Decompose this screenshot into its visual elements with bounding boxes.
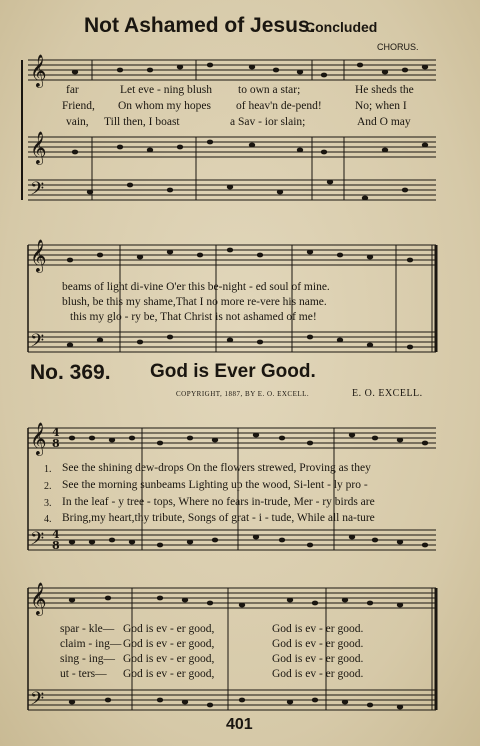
lyric: On whom my hopes	[118, 100, 211, 112]
svg-text:𝄞: 𝄞	[30, 239, 47, 272]
refrain-lead: spar - kle—	[60, 623, 115, 635]
lyric: Let eve - ning blush	[120, 84, 212, 96]
svg-text:𝄞: 𝄞	[30, 54, 47, 87]
verse-number: 4.	[44, 514, 52, 525]
prev-hymn-status: Concluded	[305, 19, 378, 35]
refrain-end: God is ev - er good.	[272, 668, 364, 680]
composer: E. O. EXCELL.	[352, 388, 423, 399]
staff-2-treble	[28, 137, 436, 157]
lyric: Till then, I boast	[104, 116, 180, 128]
lyric: of heav'n de-pend!	[236, 100, 322, 112]
hymn-title: God is Ever Good.	[150, 361, 316, 382]
refrain-lead: claim - ing—	[60, 638, 122, 650]
lyric: beams of light di-vine O'er this be-night - ed soul of mine.	[62, 281, 330, 293]
svg-text:8: 8	[52, 437, 60, 450]
svg-text:4: 4	[52, 528, 60, 541]
svg-text:8: 8	[52, 539, 60, 552]
verse-number: 1.	[44, 464, 52, 475]
refrain-lead: sing - ing—	[60, 653, 115, 665]
page-number: 401	[226, 716, 253, 733]
copyright-notice: COPYRIGHT, 1887, BY E. O. EXCELL.	[176, 390, 310, 398]
verse-text: Bring,my heart,thy tribute, Songs of grat - i - tude, While all na-ture	[62, 512, 375, 524]
verse-text: See the shining dew-drops On the flowers strewed, Proving as they	[62, 462, 371, 474]
chorus-label: CHORUS.	[377, 42, 419, 52]
refrain-end: God is ev - er good.	[272, 623, 364, 635]
hymn-number: No. 369.	[30, 361, 111, 384]
lyric: a Sav - ior slain;	[230, 116, 306, 128]
refrain-lead: ut - ters—	[60, 668, 107, 680]
lyric: far	[66, 84, 79, 96]
verse-number: 3.	[44, 498, 52, 509]
svg-text:𝄢: 𝄢	[30, 689, 45, 714]
staff-5-treble	[28, 588, 436, 608]
prev-hymn-title: Not Ashamed of Jesus.	[84, 14, 316, 37]
lyric: No; when I	[355, 100, 407, 112]
refrain-mid: God is ev - er good,	[123, 623, 215, 635]
noteheads-staff-2	[72, 140, 428, 201]
svg-text:𝄢: 𝄢	[30, 529, 45, 554]
svg-text:4: 4	[52, 426, 60, 439]
staff-1-treble	[28, 60, 436, 80]
svg-text:𝄢: 𝄢	[30, 179, 45, 204]
refrain-end: God is ev - er good.	[272, 638, 364, 650]
lyric: And O may	[357, 116, 411, 128]
verse-text: In the leaf - y tree - tops, Where no fears in-trude, Mer - ry birds are	[62, 496, 375, 508]
svg-text:𝄢: 𝄢	[30, 331, 45, 356]
lyric: to own a star;	[238, 84, 301, 96]
lyric: Friend,	[62, 100, 95, 112]
refrain-mid: God is ev - er good,	[123, 638, 215, 650]
staff-5-bass	[28, 690, 436, 710]
refrain-mid: God is ev - er good,	[123, 668, 215, 680]
refrain-mid: God is ev - er good,	[123, 653, 215, 665]
lyric: He sheds the	[355, 84, 414, 96]
lyric: vain,	[66, 116, 89, 128]
svg-text:𝄞: 𝄞	[30, 582, 47, 615]
verse-number: 2.	[44, 481, 52, 492]
svg-text:𝄞: 𝄞	[30, 422, 47, 455]
lyric: blush, be this my shame,That I no more re-vere his name.	[62, 296, 327, 308]
lyric: this my glo - ry be, That Christ is not ashamed of me!	[70, 311, 317, 323]
staff-3-treble	[28, 245, 436, 265]
svg-text:𝄞: 𝄞	[30, 131, 47, 164]
verse-text: See the morning sunbeams Lighting up the wood, Si-lent - ly pro -	[62, 479, 368, 491]
refrain-end: God is ev - er good.	[272, 653, 364, 665]
staff-3-bass	[28, 332, 436, 352]
